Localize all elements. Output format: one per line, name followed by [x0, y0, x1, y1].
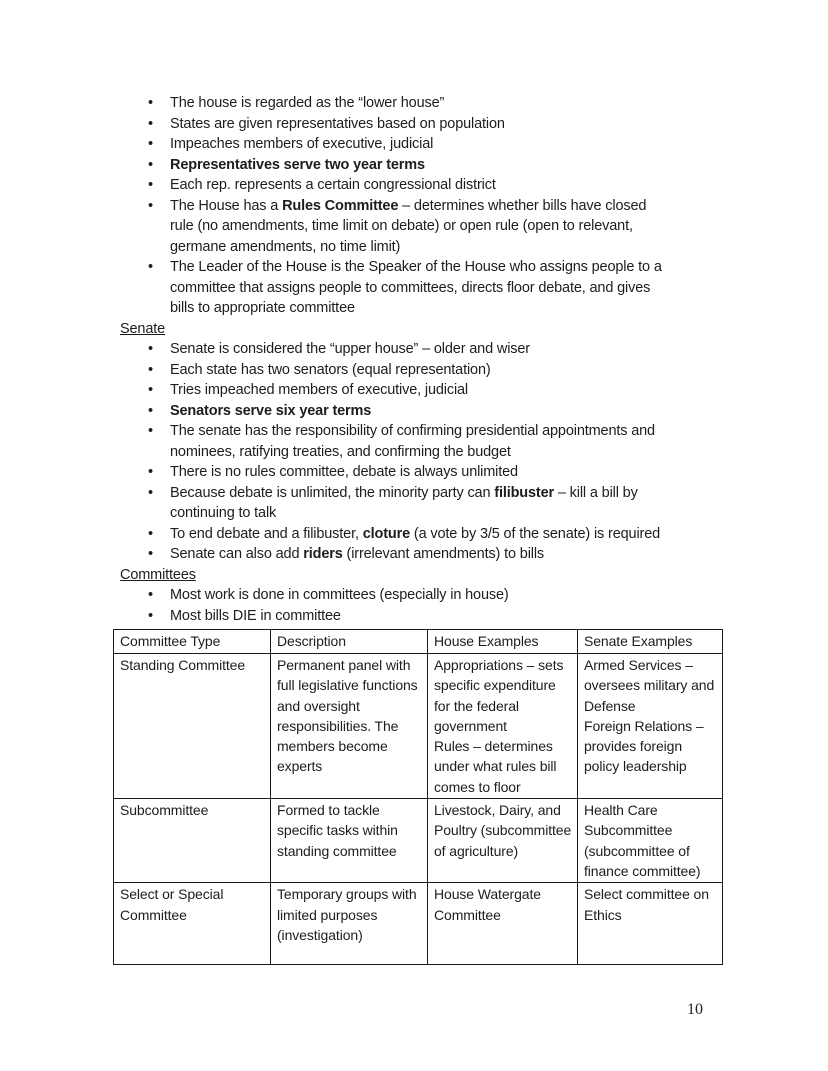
bullet-item: • The Leader of the House is the Speaker of the House who assigns people to a committee that assigns people to committees, directs floor debate, and gives bills to appropriate committee: [170, 257, 672, 319]
bullet-item: • States are given representatives based on population: [170, 114, 672, 135]
bullet-item: • Representatives serve two year terms: [170, 155, 672, 176]
table-row-subcommittee: [114, 799, 723, 883]
committees-table: [113, 629, 723, 965]
table-row-select-special: [114, 883, 723, 965]
table-header-senate-examples: Senate Examples: [578, 630, 723, 654]
committees-bullet-list: [120, 585, 672, 626]
bullet-item: • Most bills DIE in committee: [170, 606, 672, 627]
table-cell: Select committee on Ethics: [578, 883, 723, 965]
notes-body: [120, 93, 715, 965]
bullet-item: • The House has a Rules Committee – determines whether bills have closed rule (no amendments, time limit on debate) or open rule (open to relevant, germane amendments, no time limit): [170, 196, 672, 258]
bullet-item: • Most work is done in committees (especially in house): [170, 585, 672, 606]
table-cell: Subcommittee: [114, 799, 271, 883]
table-cell: Standing Committee: [114, 654, 271, 799]
senate-bullet-list: [120, 339, 672, 565]
table-header-row: [114, 630, 723, 654]
table-cell: Appropriations – sets specific expenditure for the federal government Rules – determines under what rules bill comes to floor: [428, 654, 578, 799]
bullet-item: • There is no rules committee, debate is always unlimited: [170, 462, 672, 483]
bullet-item: • Impeaches members of executive, judicial: [170, 134, 672, 155]
bullet-item: • Because debate is unlimited, the minority party can filibuster – kill a bill by continuing to talk: [170, 483, 672, 524]
bullet-item: • Senate can also add riders (irrelevant amendments) to bills: [170, 544, 672, 565]
bullet-item: • Each state has two senators (equal representation): [170, 360, 672, 381]
bullet-item: • Senate is considered the “upper house” – older and wiser: [170, 339, 672, 360]
table-cell: Permanent panel with full legislative functions and oversight responsibilities. The members become experts: [271, 654, 428, 799]
table-header-description: Description: [271, 630, 428, 654]
section-heading-senate: Senate: [120, 320, 166, 337]
table-header-house-examples: House Examples: [428, 630, 578, 654]
page-number: 10: [687, 1001, 703, 1018]
bullet-item: • Senators serve six year terms: [170, 401, 672, 422]
bullet-item: • Each rep. represents a certain congressional district: [170, 175, 672, 196]
table-row-standing-committee: [114, 654, 723, 799]
section-heading-committees: Committees: [120, 566, 196, 583]
bullet-item: • The senate has the responsibility of confirming presidential appointments and nominees, ratifying treaties, and confirming the budget: [170, 421, 672, 462]
table-cell: Formed to tackle specific tasks within standing committee: [271, 799, 428, 883]
table-cell: Livestock, Dairy, and Poultry (subcommittee of agriculture): [428, 799, 578, 883]
table-header-committee-type: Committee Type: [114, 630, 271, 654]
bullet-item: • To end debate and a filibuster, cloture (a vote by 3/5 of the senate) is required: [170, 524, 672, 545]
table-cell: Health Care Subcommittee (subcommittee of finance committee): [578, 799, 723, 883]
table-cell: Armed Services – oversees military and Defense Foreign Relations – provides foreign policy leadership: [578, 654, 723, 799]
table-cell: Select or Special Committee: [114, 883, 271, 965]
bullet-item: • The house is regarded as the “lower house”: [170, 93, 672, 114]
bullet-item: • Tries impeached members of executive, judicial: [170, 380, 672, 401]
table-cell: House Watergate Committee: [428, 883, 578, 965]
table-cell: Temporary groups with limited purposes (investigation): [271, 883, 428, 965]
house-bullet-list: [120, 93, 672, 319]
